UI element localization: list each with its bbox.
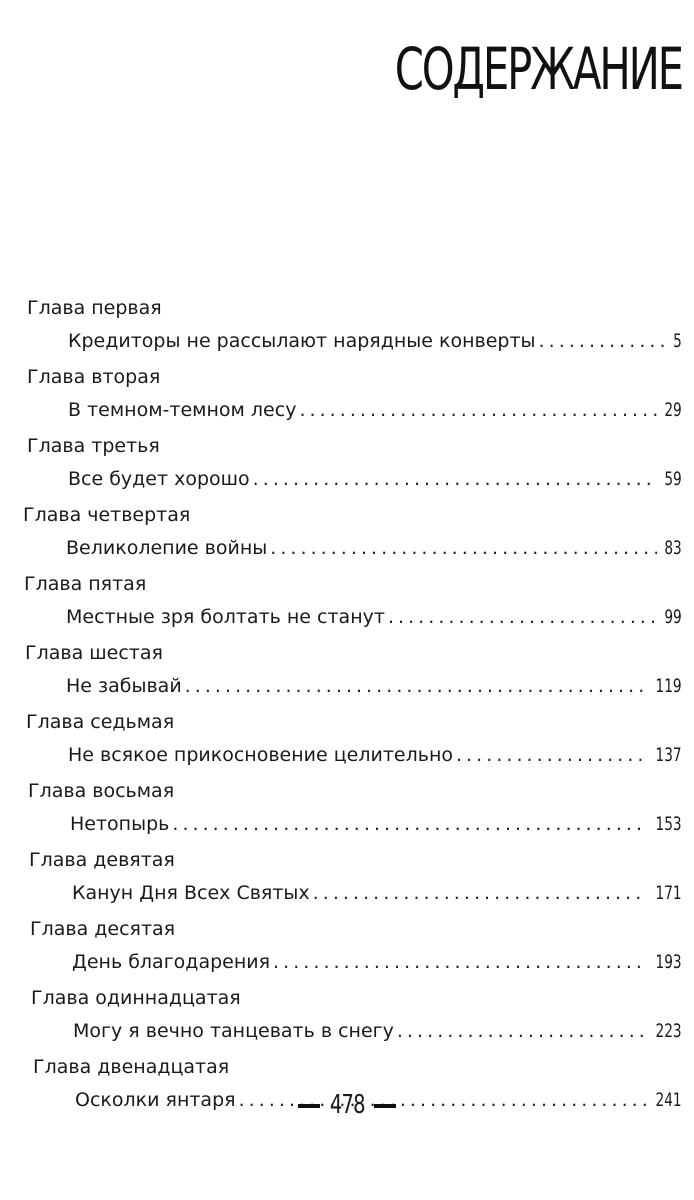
- page-number: 193: [655, 951, 682, 973]
- chapter-label: Глава одиннадцатая: [31, 987, 241, 1009]
- toc-entry: [73, 1018, 682, 1044]
- chapter-title: День благодарения: [72, 951, 271, 973]
- page-number: 119: [655, 675, 682, 697]
- chapter-title: Местные зря болтать не станут: [66, 606, 385, 628]
- dot-leader: [456, 742, 646, 768]
- chapter-label: Глава восьмая: [28, 780, 175, 802]
- chapter-label: Глава четвертая: [23, 504, 191, 526]
- chapter-title: Осколки янтаря: [75, 1089, 236, 1111]
- toc-chapter: [0, 433, 694, 502]
- chapter-title: Все будет хорошо: [68, 468, 250, 490]
- page-number: 99: [664, 606, 682, 628]
- page-footer: [0, 1090, 694, 1120]
- chapter-title: Не всякое прикосновение целительно: [68, 744, 453, 766]
- dot-leader: [253, 466, 658, 492]
- toc-chapter: [0, 847, 694, 916]
- dot-leader: [185, 673, 647, 699]
- chapter-label: Глава первая: [27, 297, 162, 319]
- footer-dash-right: [374, 1104, 396, 1108]
- page-number: 59: [664, 468, 682, 490]
- dot-leader: [273, 949, 646, 975]
- dot-leader: [397, 1018, 646, 1044]
- chapter-label: Глава пятая: [24, 573, 147, 595]
- toc-chapter: [0, 502, 694, 571]
- table-of-contents: [0, 295, 694, 1123]
- chapter-label: Глава шестая: [25, 642, 163, 664]
- toc-chapter: [0, 295, 694, 364]
- toc-chapter: [0, 709, 694, 778]
- toc-chapter: [0, 640, 694, 709]
- chapter-label: Глава двенадцатая: [33, 1056, 230, 1078]
- page-number: 223: [655, 1020, 682, 1042]
- toc-entry: [72, 880, 682, 906]
- toc-entry: [68, 328, 682, 354]
- toc-chapter: [0, 571, 694, 640]
- toc-entry: [68, 466, 682, 492]
- toc-entry: [68, 742, 682, 768]
- page-number: 241: [655, 1089, 682, 1111]
- page-number: 5: [673, 330, 682, 352]
- dot-leader: [299, 397, 657, 423]
- chapter-label: Глава третья: [27, 435, 160, 457]
- chapter-title: Великолепие войны: [66, 537, 268, 559]
- toc-entry: [66, 673, 682, 699]
- page-number: 29: [664, 399, 682, 421]
- page-title: СОДЕРЖАНИЕ: [394, 35, 682, 103]
- chapter-title: Кредиторы не рассылают нарядные конверты: [68, 330, 536, 352]
- dot-leader: [313, 880, 647, 906]
- toc-chapter: [0, 916, 694, 985]
- chapter-title: Не забывай: [66, 675, 182, 697]
- dot-leader: [172, 811, 646, 837]
- chapter-title: В темном-темном лесу: [68, 399, 297, 421]
- toc-entry: [66, 604, 682, 630]
- toc-entry: [72, 949, 682, 975]
- dot-leader: [388, 604, 657, 630]
- chapter-title: Канун Дня Всех Святых: [72, 882, 310, 904]
- dot-leader: [270, 535, 657, 561]
- chapter-title: Нетопырь: [70, 813, 170, 835]
- page-number: 137: [655, 744, 682, 766]
- chapter-label: Глава десятая: [30, 918, 176, 940]
- page-number: 153: [655, 813, 682, 835]
- footer-dash-left: [298, 1104, 320, 1108]
- toc-entry: [70, 811, 682, 837]
- footer-page-number: 478: [329, 1090, 365, 1120]
- page-number: 83: [664, 537, 682, 559]
- chapter-label: Глава седьмая: [26, 711, 175, 733]
- chapter-label: Глава вторая: [27, 366, 161, 388]
- toc-chapter: [0, 364, 694, 433]
- toc-chapter: [0, 985, 694, 1054]
- toc-entry: [68, 397, 682, 423]
- chapter-label: Глава девятая: [29, 849, 175, 871]
- page-number: 171: [655, 882, 682, 904]
- chapter-title: Могу я вечно танцевать в снегу: [73, 1020, 394, 1042]
- toc-entry: [66, 535, 682, 561]
- dot-leader: [539, 328, 669, 354]
- toc-chapter: [0, 778, 694, 847]
